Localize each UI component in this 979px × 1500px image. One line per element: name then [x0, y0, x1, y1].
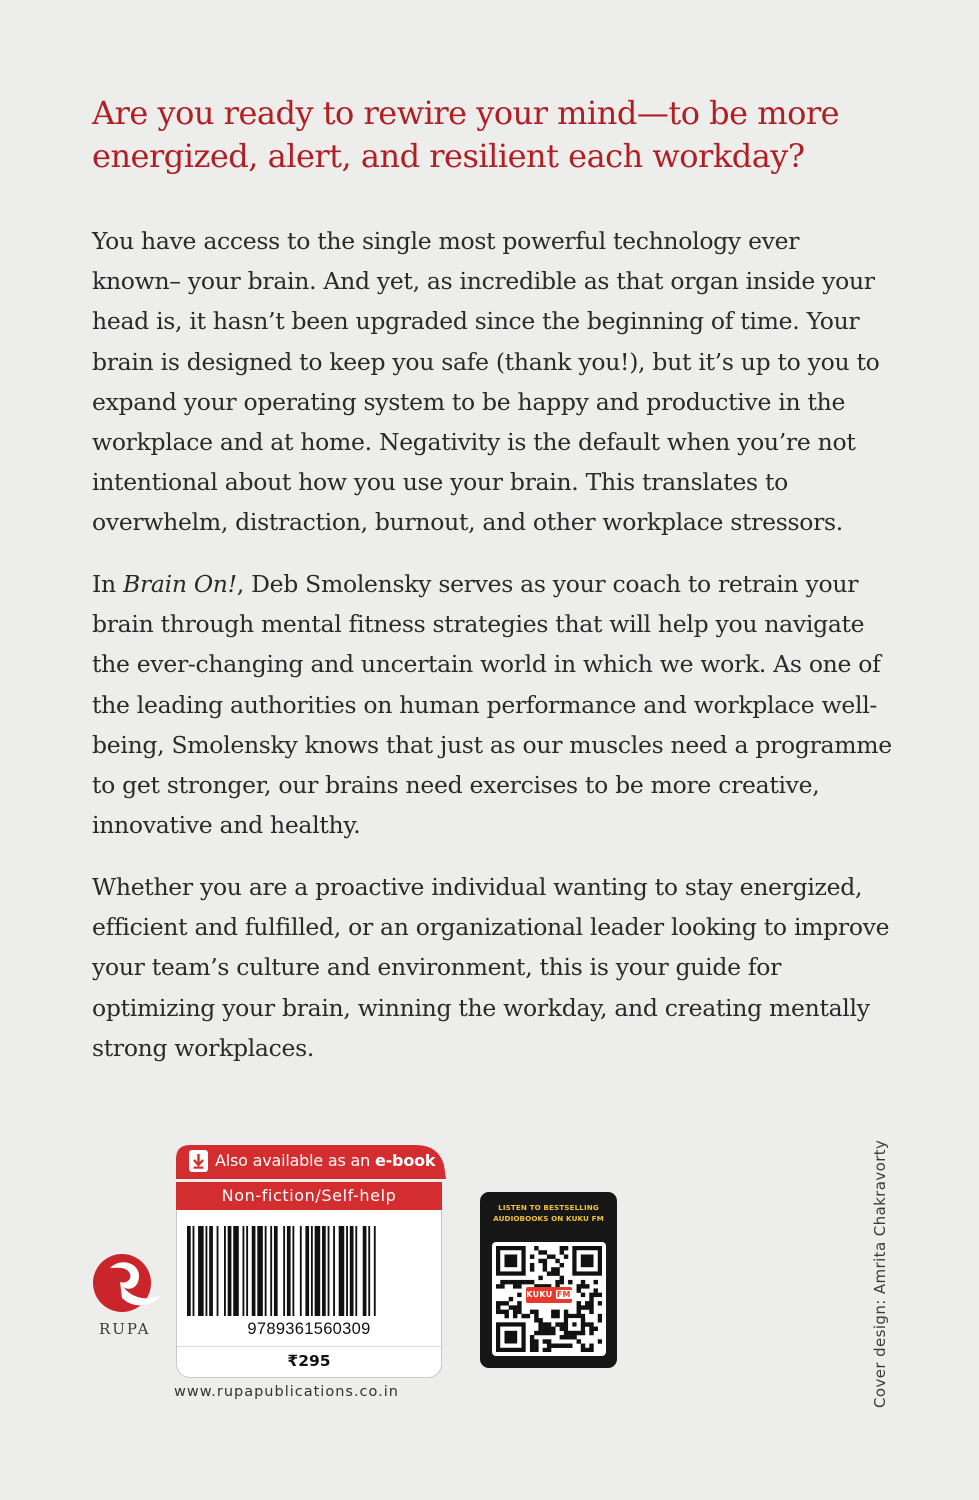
qr-module [581, 1284, 585, 1288]
qr-module [517, 1284, 521, 1288]
qr-module [551, 1267, 555, 1271]
qr-module [534, 1348, 538, 1352]
qr-module [538, 1331, 542, 1335]
barcode-bar [287, 1226, 291, 1316]
qr-module [589, 1297, 593, 1301]
qr-module [564, 1254, 568, 1258]
qr-module [568, 1280, 572, 1284]
qr-module [585, 1305, 589, 1309]
blurb-paragraph-1: You have access to the single most powerful technology ever known– your brain. And yet, as incredible as that organ inside your head is, it hasn’t been upgraded since the beginning of time. Your brain is designed to keep you safe (thank you!), but it’s up to you to expand your operating system to be happy and productive in the workplace and at home. Negativity is the default when you’re not intentional about how you use your brain. This translates to overwhelm, distraction, burnout, and other workplace stressors. [92, 227, 880, 537]
qr-module [534, 1318, 538, 1322]
isbn-number: 9789361560309 [247, 1320, 371, 1338]
barcode-bar [265, 1226, 267, 1316]
barcode-bar [252, 1226, 256, 1316]
qr-module [598, 1314, 602, 1318]
qr-module [530, 1280, 534, 1284]
qr-module [547, 1331, 551, 1335]
barcode-bar [283, 1226, 285, 1316]
qr-module [496, 1310, 500, 1314]
qr-module [517, 1305, 521, 1309]
qr-module [496, 1284, 500, 1288]
qr-module [555, 1344, 559, 1348]
blurb-paragraph-2 [92, 564, 892, 845]
qr-module [560, 1246, 564, 1250]
kuku-fm-promo: LISTEN TO BESTSELLING AUDIOBOOKS ON KUKU FM [493, 1203, 604, 1223]
qr-module [564, 1344, 568, 1348]
barcode-bar [209, 1226, 213, 1316]
barcode-bar [257, 1226, 263, 1316]
price: ₹295 [287, 1352, 331, 1370]
qr-module [551, 1344, 555, 1348]
qr-module [555, 1322, 559, 1326]
barcode [187, 1226, 431, 1316]
qr-module [530, 1335, 534, 1339]
barcode-bar [315, 1226, 321, 1316]
barcode-bar [368, 1226, 370, 1316]
barcode-bar [350, 1226, 354, 1316]
qr-module [577, 1284, 581, 1288]
barcode-bar [217, 1226, 219, 1316]
qr-module [534, 1310, 538, 1314]
qr-module [500, 1280, 504, 1284]
qr-module [513, 1310, 517, 1314]
barcode-bar [243, 1226, 245, 1316]
publisher-website: www.rupapublications.co.in [174, 1384, 399, 1400]
qr-module [594, 1288, 598, 1292]
qr-code [492, 1242, 606, 1356]
qr-module [530, 1263, 534, 1267]
qr-module [547, 1344, 551, 1348]
qr-module [589, 1344, 593, 1348]
book-title: Brain On! [123, 570, 237, 598]
barcode-bar [311, 1226, 313, 1316]
qr-module [568, 1344, 572, 1348]
headline: Are you ready to rewire your mind—to be more energized, alert, and resilient each workday? [92, 94, 840, 175]
qr-module [543, 1348, 547, 1352]
barcode-bar [224, 1226, 226, 1316]
barcode-bar [292, 1226, 294, 1316]
qr-module [517, 1310, 521, 1314]
barcode-bar [233, 1226, 239, 1316]
price-divider [177, 1346, 441, 1347]
qr-module [530, 1267, 534, 1271]
genre-label: Non-fiction/Self-help [176, 1182, 442, 1210]
qr-module [577, 1288, 581, 1292]
qr-module [547, 1339, 551, 1343]
qr-module [555, 1310, 559, 1314]
barcode-bar [346, 1226, 348, 1316]
barcode-bar [206, 1226, 208, 1316]
qr-module [551, 1310, 555, 1314]
barcode-bar [363, 1226, 367, 1316]
qr-module [555, 1271, 559, 1275]
qr-module [547, 1348, 551, 1352]
barcode-bar [198, 1226, 204, 1316]
paragraph-2-rest: , Deb Smolensky serves as your coach to retrain your brain through mental fitness strategies that will help you navigate the ever-changing and uncertain world in which we work. As one of the leading authorities on human performance and workplace well-being, Smolensky knows that just as our muscles need a programme to get stronger, our brains need exercises to be more creative, innovative and healthy. [92, 570, 892, 840]
qr-module [551, 1254, 555, 1258]
qr-module [517, 1301, 521, 1305]
qr-module [513, 1305, 517, 1309]
qr-module [530, 1339, 534, 1343]
qr-module [534, 1246, 538, 1250]
qr-module [589, 1322, 593, 1326]
qr-module [560, 1276, 564, 1280]
qr-module [555, 1280, 559, 1284]
qr-module [560, 1250, 564, 1254]
qr-module [581, 1254, 594, 1267]
barcode-bar [322, 1226, 326, 1316]
qr-module [564, 1335, 568, 1339]
qr-module [534, 1344, 538, 1348]
barcode-bar [339, 1226, 345, 1316]
ebook-word: e-book [374, 1151, 436, 1170]
qr-module [547, 1322, 551, 1326]
qr-module [585, 1301, 589, 1305]
qr-module [517, 1280, 521, 1284]
qr-module [585, 1284, 589, 1288]
ebook-availability [215, 1151, 435, 1170]
kuku-fm-badge [526, 1287, 572, 1303]
qr-module [547, 1327, 551, 1331]
qr-module [534, 1314, 538, 1318]
qr-module [513, 1284, 517, 1288]
qr-module [585, 1348, 589, 1352]
qr-module [504, 1331, 517, 1344]
qr-module [560, 1322, 564, 1326]
barcode-bar [274, 1226, 278, 1316]
qr-module [500, 1284, 504, 1288]
qr-module [560, 1327, 564, 1331]
qr-module [521, 1280, 525, 1284]
qr-module [568, 1335, 572, 1339]
qr-module [560, 1344, 564, 1348]
qr-module [521, 1314, 525, 1318]
barcode-bar [193, 1226, 195, 1316]
qr-module [581, 1293, 585, 1297]
qr-module [496, 1301, 500, 1305]
qr-module [534, 1339, 538, 1343]
qr-module [555, 1259, 559, 1263]
qr-module [577, 1305, 581, 1309]
barcode-bar [300, 1226, 302, 1316]
qr-module [594, 1293, 598, 1297]
qr-module [543, 1322, 547, 1326]
qr-module [589, 1310, 593, 1314]
kuku-fm-card [480, 1192, 617, 1368]
qr-module [538, 1259, 542, 1263]
qr-module [572, 1322, 576, 1326]
ebook-prefix: Also available as an [215, 1151, 375, 1170]
qr-module [555, 1267, 559, 1271]
qr-module [551, 1271, 555, 1275]
qr-module [589, 1293, 593, 1297]
qr-module [589, 1331, 593, 1335]
qr-module [543, 1327, 547, 1331]
qr-module [504, 1314, 508, 1318]
qr-module [517, 1293, 521, 1297]
qr-module [530, 1344, 534, 1348]
qr-module [526, 1280, 530, 1284]
qr-module [543, 1250, 547, 1254]
qr-module [530, 1310, 534, 1314]
download-icon [188, 1149, 209, 1173]
blurb-paragraph-3: Whether you are a proactive individual wanting to stay energized, efficient and fulfilled, or an organizational leader looking to improve your team’s culture and environment, this is your guide for optimizing your brain, winning the workday, and creating mentally strong workplaces. [92, 873, 890, 1062]
qr-module [581, 1344, 585, 1348]
qr-module [555, 1314, 559, 1318]
qr-module [504, 1280, 508, 1284]
qr-module [547, 1271, 551, 1275]
qr-module [500, 1310, 504, 1314]
qr-module [543, 1263, 547, 1267]
barcode-bar [228, 1226, 232, 1316]
qr-module [581, 1280, 585, 1284]
qr-module [496, 1305, 500, 1309]
barcode-bar [246, 1226, 248, 1316]
qr-module [534, 1331, 538, 1335]
qr-module [543, 1267, 547, 1271]
qr-module [551, 1314, 555, 1318]
qr-module [594, 1280, 598, 1284]
qr-module [543, 1339, 547, 1343]
cover-design-credit: Cover design: Amrita Chakravorty [871, 1139, 889, 1408]
qr-module [589, 1348, 593, 1352]
qr-module [564, 1310, 568, 1314]
qr-module [509, 1305, 513, 1309]
qr-module [564, 1246, 568, 1250]
qr-module [500, 1301, 504, 1305]
qr-module [589, 1305, 593, 1309]
qr-module [513, 1314, 517, 1318]
barcode-bar [355, 1226, 357, 1316]
qr-module [526, 1314, 530, 1318]
qr-module [538, 1322, 542, 1326]
qr-module [560, 1263, 564, 1267]
barcode-bar [270, 1226, 272, 1316]
qr-module [594, 1327, 598, 1331]
qr-module [547, 1254, 551, 1258]
qr-module [538, 1318, 542, 1322]
qr-module [589, 1327, 593, 1331]
publisher-name: RUPA [99, 1320, 151, 1338]
qr-module [572, 1335, 576, 1339]
qr-module [543, 1331, 547, 1335]
qr-module [538, 1276, 542, 1280]
qr-module [560, 1335, 564, 1339]
kuku-fm-badge-kuku: KUKU [526, 1290, 553, 1299]
qr-module [538, 1250, 542, 1254]
qr-module [585, 1322, 589, 1326]
qr-module [551, 1327, 555, 1331]
qr-module [530, 1254, 534, 1258]
qr-module [581, 1305, 585, 1309]
barcode-bar [328, 1226, 330, 1316]
barcode-box [176, 1210, 442, 1378]
qr-module [598, 1318, 602, 1322]
qr-module [598, 1301, 602, 1305]
qr-module [509, 1280, 513, 1284]
qr-module [530, 1348, 534, 1352]
qr-module [560, 1280, 564, 1284]
qr-module [543, 1259, 547, 1263]
qr-module [598, 1339, 602, 1343]
qr-module [509, 1297, 513, 1301]
qr-module [504, 1301, 508, 1305]
qr-module [598, 1293, 602, 1297]
qr-module [581, 1348, 585, 1352]
barcode-bar [305, 1226, 309, 1316]
barcode-bar [333, 1226, 335, 1316]
paragraph-2-lead: In [92, 570, 123, 598]
qr-module [504, 1310, 508, 1314]
qr-module [538, 1327, 542, 1331]
qr-module [577, 1310, 581, 1314]
qr-module [504, 1254, 517, 1267]
barcode-bar [374, 1226, 376, 1316]
barcode-bar [187, 1226, 191, 1316]
qr-module [513, 1280, 517, 1284]
kuku-fm-badge-fm: FM [556, 1290, 571, 1299]
qr-module [577, 1301, 581, 1305]
qr-module [577, 1339, 581, 1343]
qr-module [551, 1331, 555, 1335]
qr-module [589, 1301, 593, 1305]
